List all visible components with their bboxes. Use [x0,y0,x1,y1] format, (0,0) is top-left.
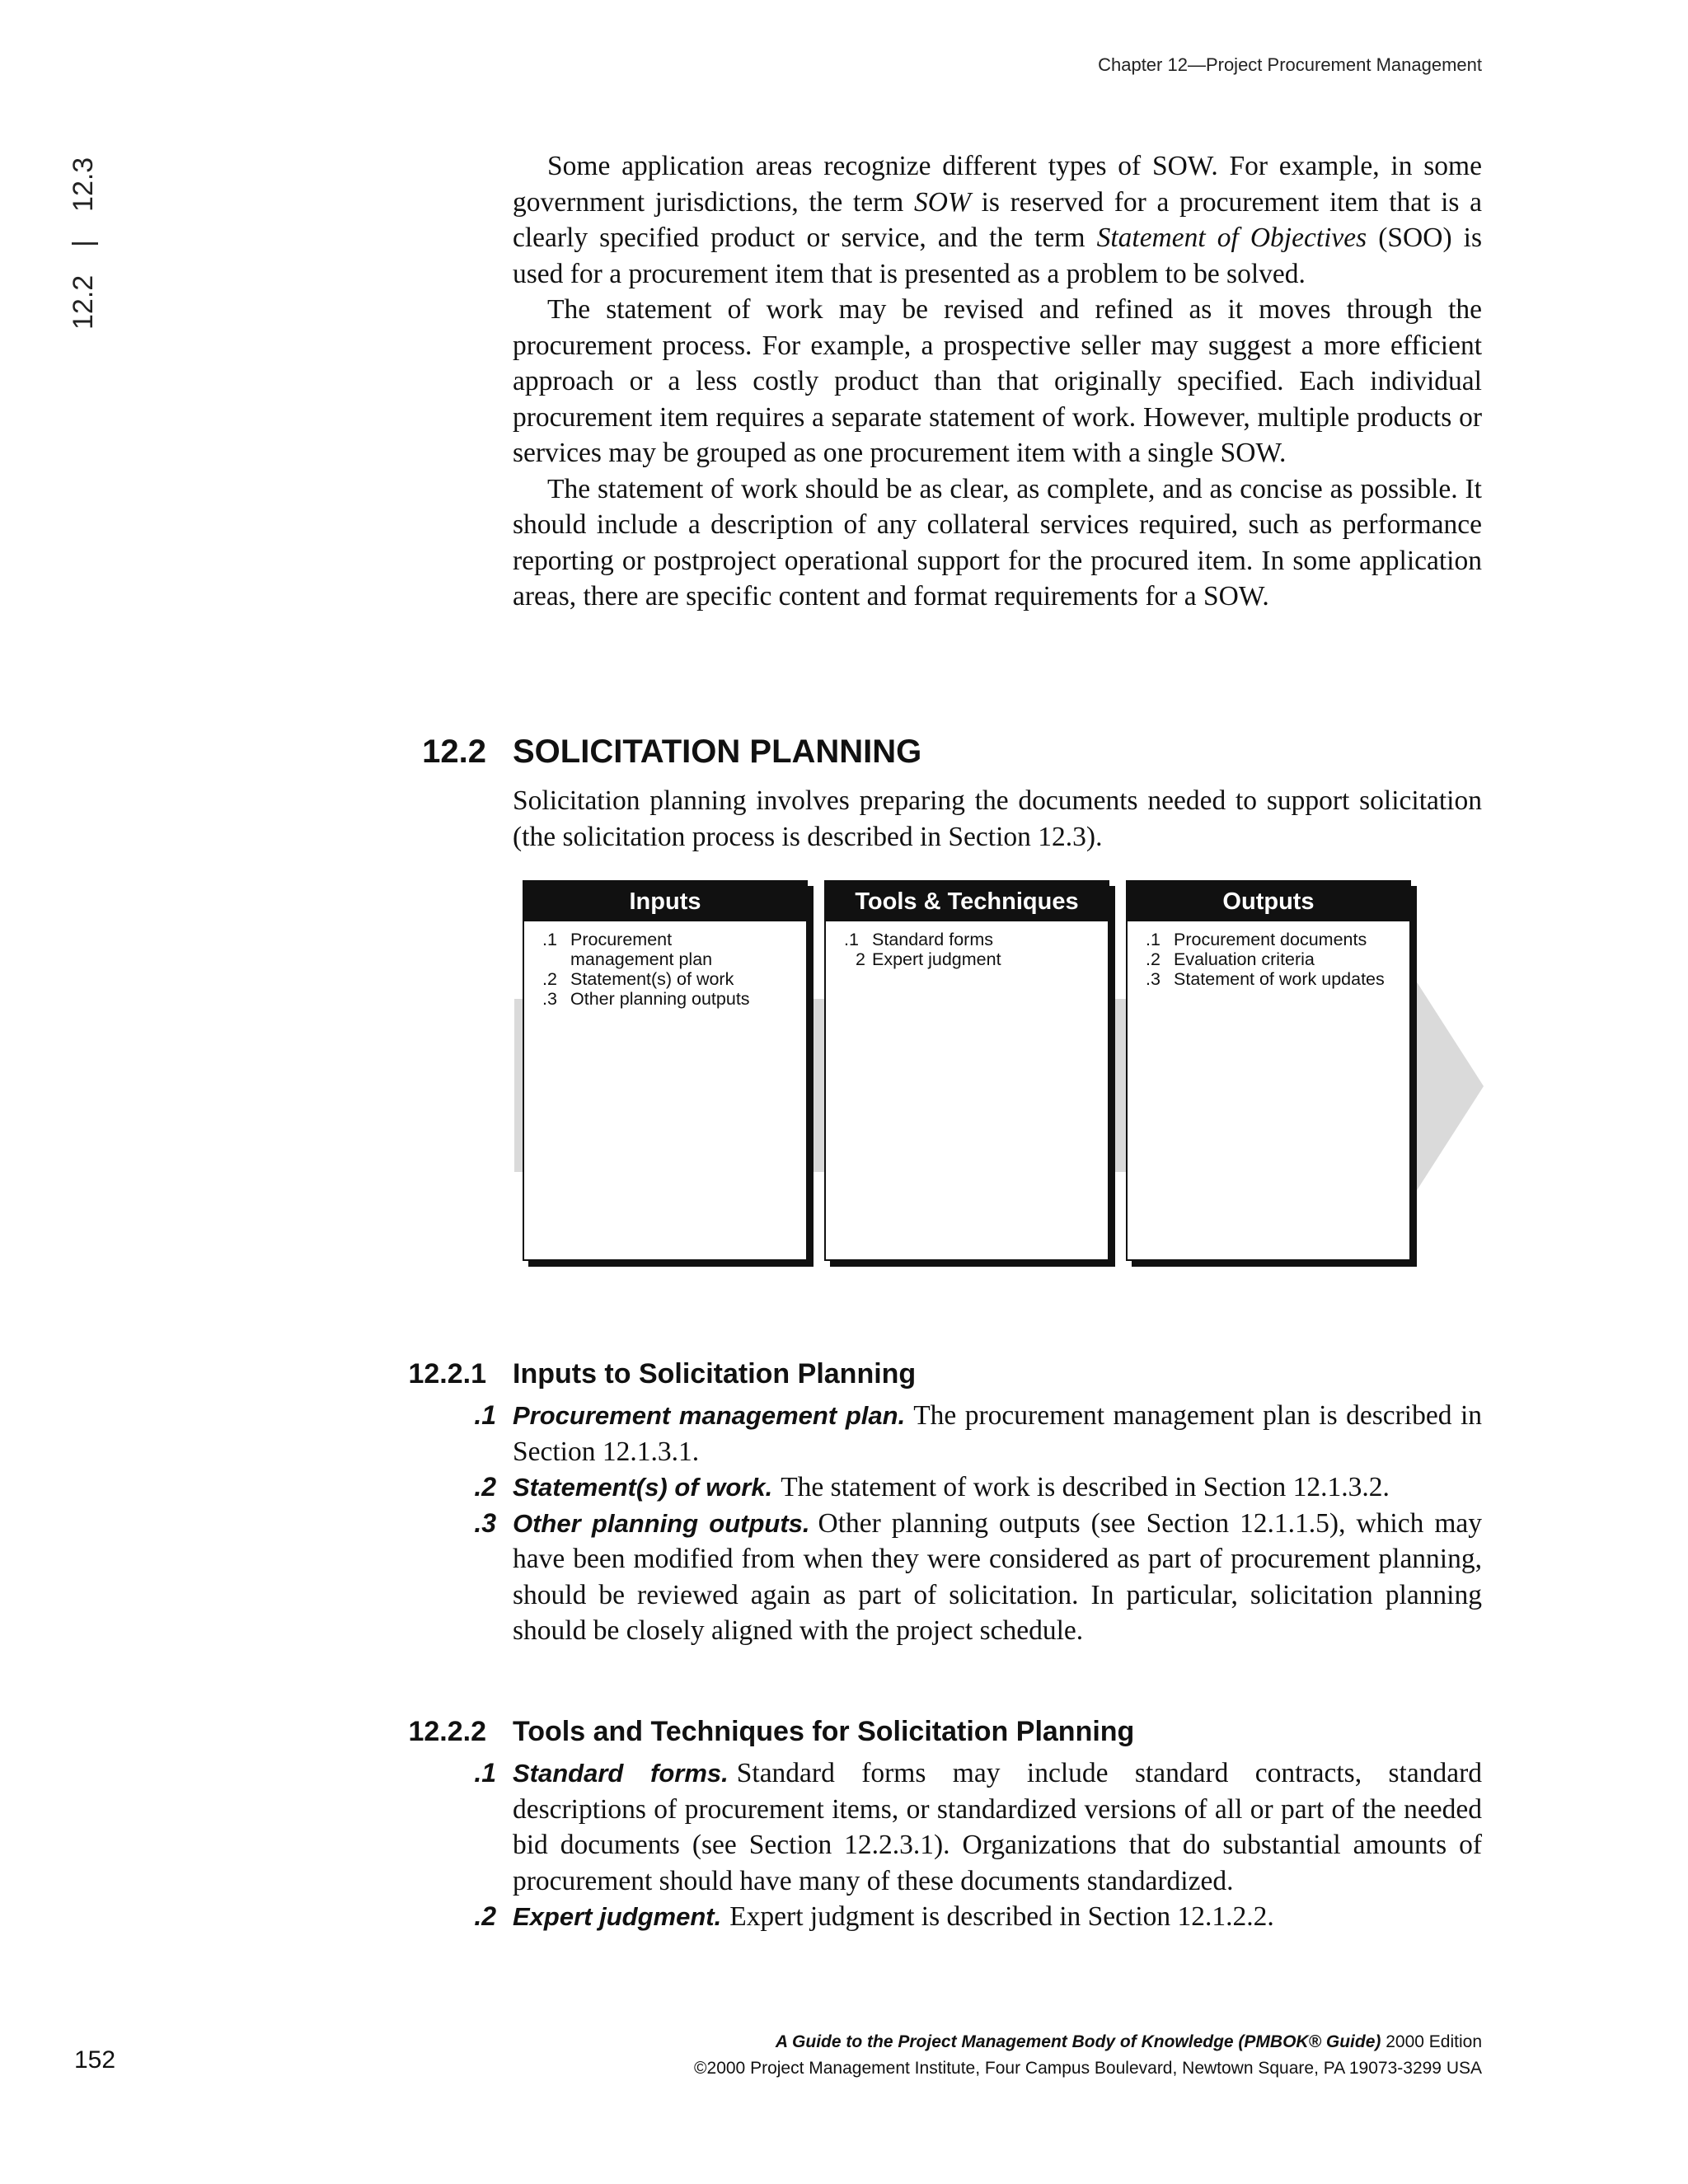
tools-box-title: Tools & Techniques [826,882,1108,921]
intro-text [513,148,1482,615]
page-number: 152 [74,2046,116,2074]
outputs-box-title: Outputs [1128,882,1409,921]
tools-box [824,880,1109,1261]
list-item: .2 Evaluation criteria [1146,949,1315,969]
list-item: .2 Expert judgment. Expert judgment is described in Section 12.1.2.2. [474,1901,1274,1932]
side-tab-separator: | [68,239,99,247]
side-tab-left: 12.2 [68,274,99,330]
list-item: .1 Standard forms. Standard forms may include standard contracts, standard descriptions of procurement items, or standardized versions of all or part of the needed bid documents (see Section 12.2.3.1). Organizations that do substantial amounts of procurement should have many of these documents standardized. [474,1758,1482,1896]
subsection-2-number: 12.2.2 [408,1716,486,1747]
flow-arrow-head [1401,958,1484,1215]
intro-paragraph-3: The statement of work should be as clear, as complete, and as concise as possible. It should include a description of any collateral services required, such as performance reporting or postproject operational support for the procured item. In some application areas, there are specific content and format requirements for a SOW. [513,473,1482,612]
list-item: .1 Procurement management plan. The procurement management plan is described in Section 12.1.3.1. [474,1400,1483,1467]
running-header: Chapter 12—Project Procurement Management [1098,54,1482,75]
inputs-box-title: Inputs [524,882,806,921]
outputs-box [1126,880,1411,1261]
section-side-tab [68,157,100,330]
intro-paragraph-1: Some application areas recognize different types of SOW. For example, in some government jurisdictions, the term SOW is reserved for a procurement item that is a clearly specified product or service, and the term Statement of Objectives (SOO) is used for a procurement item that is presented as a problem to be solved. [513,151,1482,289]
subsection-2-items [474,1755,1482,1935]
footer-guide-title: A Guide to the Project Management Body of Knowledge (PMBOK® Guide) 2000 Edition [775,2032,1482,2051]
subsection-1-number: 12.2.1 [408,1358,486,1390]
tools-list [826,930,1108,969]
side-tab-right: 12.3 [68,157,99,212]
subsection-2-title: Tools and Techniques for Solicitation Planning [513,1716,1135,1747]
list-item: .3 Statement of work updates [1146,969,1385,989]
outputs-list [1128,930,1409,989]
inputs-list [524,930,806,1009]
footer-copyright: ©2000 Project Management Institute, Four Campus Boulevard, Newtown Square, PA 19073-3299 USA [694,2059,1482,2078]
inputs-box [523,880,808,1261]
section-title: SOLICITATION PLANNING [513,733,922,770]
list-item: .2 Statement(s) of work. The statement of work is described in Section 12.1.3.2. [474,1472,1390,1502]
process-diagram [511,880,1484,1268]
list-item: .3 Other planning outputs [542,989,750,1009]
list-item: 2 Expert judgment [856,949,1001,969]
section-number: 12.2 [422,733,486,770]
list-item: .2 Statement(s) of work [542,969,734,989]
list-item: .1 Standard forms [844,930,993,949]
subsection-1-items [474,1398,1483,1649]
section-intro: Solicitation planning involves preparing the documents needed to support solicitation (the solicitation process is described in Section 12.3). [513,785,1482,852]
intro-paragraph-2: The statement of work may be revised and refined as it moves through the procurement process. For example, a prospective seller may suggest a more efficient approach or a less costly product than that originally specified. Each individual procurement item requires a separate statement of work. However, multiple products or services may be grouped as one procurement item with a single SOW. [513,294,1482,468]
list-item: .1 Procurement documents [1146,930,1367,949]
list-item: .1 Procurement management plan [542,930,713,969]
list-item: .3 Other planning outputs. Other planning outputs (see Section 12.1.1.5), which may have been modified from when they were considered as part of procurement planning, should be reviewed again as part of solicitation. In particular, solicitation planning should be closely aligned with the project schedule. [474,1507,1482,1646]
subsection-1-title: Inputs to Solicitation Planning [513,1358,917,1390]
